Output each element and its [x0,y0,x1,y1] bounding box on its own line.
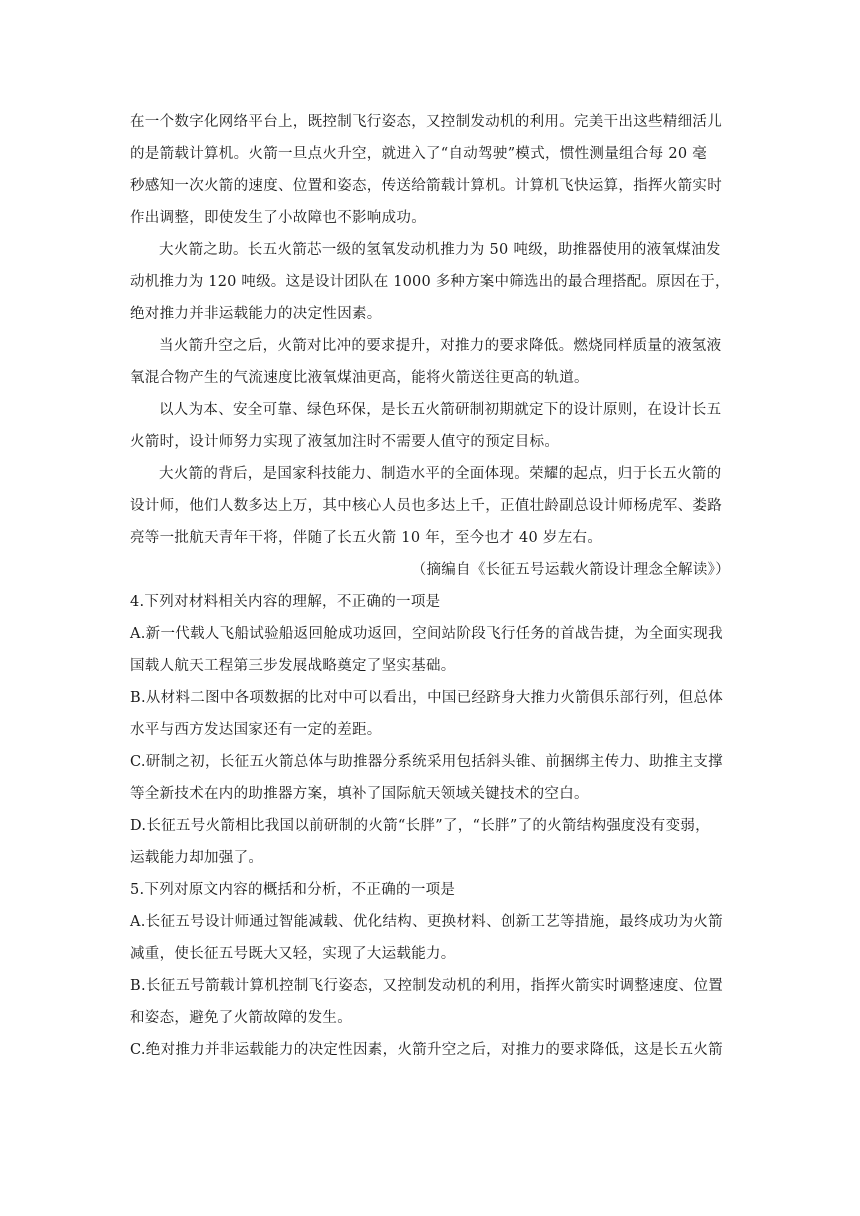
text-line: 大火箭之助。长五火箭芯一级的氢氧发动机推力为 50 吨级，助推器使用的液氧煤油发 [159,242,721,258]
text-line: 的是箭载计算机。火箭一旦点火升空，就进入了“自动驾驶”模式，惯性测量组合每 20 毫 [130,146,708,162]
question-4-option-b: B.从材料二图中各项数据的比对中可以看出，中国已经跻身大推力火箭俱乐部行列，但总体 [130,690,724,706]
text-line: 氧混合物产生的气流速度比液氧煤油更高，能将火箭送往更高的轨道。 [130,370,589,386]
question-4-stem: 4.下列对材料相关内容的理解，不正确的一项是 [130,594,441,610]
text-line: 秒感知一次火箭的速度、位置和姿态，传送给箭载计算机。计算机飞快运算，指挥火箭实时 [130,178,722,194]
text-line: 大火箭的背后，是国家科技能力、制造水平的全面体现。荣耀的起点，归于长五火箭的 [159,466,722,482]
question-4-option-a-cont: 国载人航天工程第三步发展战略奠定了坚实基础。 [130,658,456,674]
text-line: 火箭时，设计师努力实现了液氢加注时不需要人值守的预定目标。 [130,434,560,450]
question-5-stem: 5.下列对原文内容的概括和分析，不正确的一项是 [130,882,456,898]
question-5-option-b: B.长征五号箭载计算机控制飞行姿态，又控制发动机的利用，指挥火箭实时调整速度、位置 [130,978,724,994]
question-4-option-c: C.研制之初，长征五火箭总体与助推器分系统采用包括斜头锥、前捆绑主传力、助推主支撑 [130,754,723,770]
source-citation: （摘编自《长征五号运载火箭设计理念全解读》） [411,562,730,578]
question-5-option-b-cont: 和姿态，避免了火箭故障的发生。 [130,1010,352,1026]
question-4-option-d-cont: 运载能力却加强了。 [130,850,264,866]
text-line: 亮等一批航天青年干将，伴随了长五火箭 10 年，至今也才 40 岁左右。 [130,530,603,546]
text-line: 当火箭升空之后，火箭对比冲的要求提升，对推力的要求降低。燃烧同样质量的液氢液 [159,338,722,354]
question-5-option-a-cont: 减重，使长征五号既大又轻，实现了大运载能力。 [130,946,456,962]
question-4-option-d: D.长征五号火箭相比我国以前研制的火箭“长胖”了，“长胖”了的火箭结构强度没有变弱， [130,818,710,834]
question-4-option-c-cont: 等全新技术在内的助推器方案，填补了国际航天领域关键技术的空白。 [130,786,589,802]
question-5-option-c: C.绝对推力并非运载能力的决定性因素，火箭升空之后，对推力的要求降低，这是长五火箭 [130,1042,723,1058]
document-page [130,106,730,1066]
text-line: 绝对推力并非运载能力的决定性因素。 [130,306,382,322]
text-line: 设计师，他们人数多达上万，其中核心人员也多达上千，正值壮龄副总设计师杨虎军、娄路 [130,498,722,514]
text-line: 在一个数字化网络平台上，既控制飞行姿态，又控制发动机的利用。完美干出这些精细活儿 [130,114,722,130]
text-line: 作出调整，即使发生了小故障也不影响成功。 [130,210,426,226]
question-4-option-a: A.新一代载人飞船试验船返回舱成功返回，空间站阶段飞行任务的首战告捷，为全面实现我 [130,626,723,642]
text-line: 动机推力为 120 吨级。这是设计团队在 1000 多种方案中筛选出的最合理搭配。原因在于， [130,274,730,290]
question-5-option-a: A.长征五号设计师通过智能减载、优化结构、更换材料、创新工艺等措施，最终成功为火箭 [130,914,723,930]
question-4-option-b-cont: 水平与西方发达国家还有一定的差距。 [130,722,382,738]
text-line: 以人为本、安全可靠、绿色环保，是长五火箭研制初期就定下的设计原则，在设计长五 [159,402,722,418]
